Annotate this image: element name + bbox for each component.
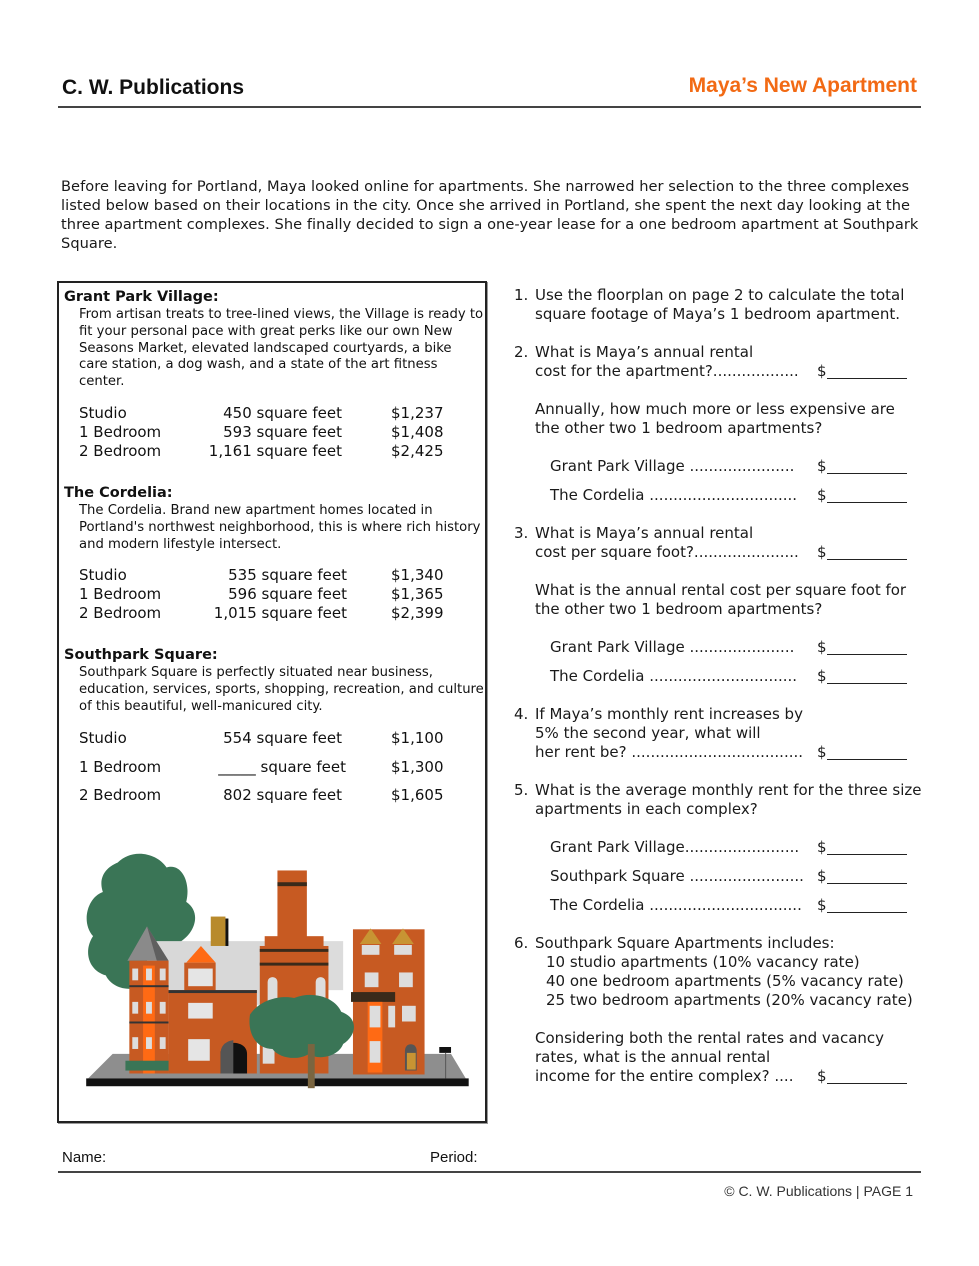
dollar-sign: $ <box>817 838 827 856</box>
unit-type: Studio <box>79 566 127 585</box>
unit-sqft: 1,015 square feet <box>213 604 347 623</box>
student-info-fields <box>58 1148 921 1173</box>
unit-type: Studio <box>79 729 127 748</box>
answer-line <box>535 1067 907 1086</box>
answer-label: Grant Park Village ...................... <box>550 457 795 475</box>
answer-blank[interactable] <box>827 683 907 684</box>
unit-table <box>64 404 484 461</box>
unit-type: 2 Bedroom <box>79 441 162 460</box>
answer-line <box>535 638 907 657</box>
answer-line <box>535 667 907 686</box>
question-text: If Maya’s monthly rent increases by 5% the second year, what will <box>535 705 803 742</box>
unit-row <box>79 604 484 623</box>
unit-price: $1,408 <box>391 422 444 441</box>
unit-detail: 25 two bedroom apartments (20% vacancy rate) <box>546 991 913 1009</box>
answer-label: Grant Park Village ...................... <box>550 638 795 656</box>
unit-type: 1 Bedroom <box>79 422 162 441</box>
dollar-sign: $ <box>817 362 827 380</box>
answer-label: The Cordelia ................................ <box>550 896 802 914</box>
complex-name: Grant Park Village: <box>64 289 219 305</box>
answer-line <box>535 486 907 505</box>
dollar-sign: $ <box>817 457 827 475</box>
answer-line <box>535 743 907 762</box>
question-text: Southpark Square Apartments includes: <box>535 934 835 952</box>
name-field-label[interactable]: Name: <box>62 1149 107 1166</box>
period-field-label[interactable]: Period: <box>430 1149 478 1166</box>
dollar-sign: $ <box>817 743 827 761</box>
unit-price: $1,365 <box>391 585 444 604</box>
unit-sqft: 593 square feet <box>223 422 342 441</box>
unit-sqft-blank: _____ square feet <box>218 757 346 776</box>
question-followup: Considering both the rental rates and vacancy rates, what is the annual rental <box>535 1029 885 1066</box>
question-number: 1. <box>514 286 529 304</box>
question-text: What is Maya’s annual rental <box>535 524 754 542</box>
complex-name: Southpark Square: <box>64 647 218 663</box>
intro-paragraph: Before leaving for Portland, Maya looked online for apartments. She narrowed her selection to the three complexes listed below based on their locations in the city. Once she arrived in Portland, she spent the next day looking at the three apartment complexes. She finally decided to sign a one-year lease for a one bedroom apartment at Southpark Square. <box>61 178 919 252</box>
dollar-sign: $ <box>817 1067 827 1085</box>
unit-type: Studio <box>79 403 127 422</box>
unit-price: $1,100 <box>391 729 444 748</box>
unit-row <box>79 585 484 604</box>
unit-sqft: 802 square feet <box>223 786 342 805</box>
question-number: 6. <box>514 934 529 952</box>
unit-price: $1,340 <box>391 566 444 585</box>
unit-detail: 10 studio apartments (10% vacancy rate) <box>546 953 860 971</box>
answer-label: her rent be? .................................... <box>535 743 804 761</box>
unit-type: 1 Bedroom <box>79 585 162 604</box>
answer-blank[interactable] <box>827 1083 907 1084</box>
unit-price: $2,399 <box>391 604 444 623</box>
unit-type: 1 Bedroom <box>79 757 162 776</box>
answer-label: The Cordelia ............................... <box>550 486 798 504</box>
unit-row <box>79 566 484 585</box>
answer-line <box>535 543 907 562</box>
question-6 <box>514 934 924 1085</box>
question-number: 5. <box>514 781 529 799</box>
question-text: What is the average monthly rent for the three size apartments in each complex? <box>535 781 922 818</box>
dollar-sign: $ <box>817 896 827 914</box>
complex-description: Southpark Square is perfectly situated near business, education, services, sports, shopping, recreation, and culture of this beautiful, well-manicured city. <box>79 665 484 714</box>
answer-label: Grant Park Village........................ <box>550 838 800 856</box>
question-number: 2. <box>514 343 529 361</box>
complex-grant-park-village <box>64 288 484 461</box>
answer-blank[interactable] <box>827 502 907 503</box>
worksheet-title: Maya’s New Apartment <box>688 74 917 97</box>
unit-type: 2 Bedroom <box>79 604 162 623</box>
answer-label: The Cordelia ............................... <box>550 667 798 685</box>
unit-type: 2 Bedroom <box>79 786 162 805</box>
unit-row <box>79 758 484 787</box>
unit-price: $2,425 <box>391 441 444 460</box>
question-1 <box>514 286 924 324</box>
answer-line <box>535 867 907 886</box>
unit-sqft: 596 square feet <box>228 585 347 604</box>
unit-sqft: 554 square feet <box>223 729 342 748</box>
answer-label: cost for the apartment?.................. <box>535 362 799 380</box>
complex-description: The Cordelia. Brand new apartment homes located in Portland's northwest neighborhood, this is where rich history and modern lifestyle intersect. <box>79 503 481 552</box>
dollar-sign: $ <box>817 867 827 885</box>
question-number: 4. <box>514 705 529 723</box>
answer-label: income for the entire complex? .... <box>535 1067 794 1085</box>
unit-row <box>79 423 484 442</box>
publisher-name: C. W. Publications <box>62 76 245 99</box>
unit-row <box>79 729 484 758</box>
apartment-building-illustration <box>77 843 472 1098</box>
dollar-sign: $ <box>817 486 827 504</box>
copyright-page-number: © C. W. Publications | PAGE 1 <box>724 1183 913 1199</box>
question-4 <box>514 705 924 761</box>
answer-blank[interactable] <box>827 759 907 760</box>
answer-line <box>535 457 907 476</box>
question-text: What is Maya’s annual rental <box>535 343 754 361</box>
apartment-listings-box <box>57 281 487 1123</box>
dollar-sign: $ <box>817 667 827 685</box>
unit-sqft: 450 square feet <box>223 403 342 422</box>
complex-description: From artisan treats to tree-lined views, the Village is ready to fit your personal pace with great perks like our own New Seasons Market, elevated landscaped courtyards, a bike care station, a dog wash, and a state of the art fitness center. <box>79 307 484 390</box>
answer-line <box>535 362 907 381</box>
answer-blank[interactable] <box>827 854 907 855</box>
page-header <box>58 72 921 108</box>
unit-sqft: 535 square feet <box>228 566 347 585</box>
question-3 <box>514 524 924 685</box>
answer-blank[interactable] <box>827 559 907 560</box>
answer-blank[interactable] <box>827 883 907 884</box>
question-number: 3. <box>514 524 529 542</box>
unit-detail: 40 one bedroom apartments (5% vacancy rate) <box>546 972 904 990</box>
question-text: Use the floorplan on page 2 to calculate the total square footage of Maya’s 1 bedroom apartment. <box>535 286 905 323</box>
unit-price: $1,300 <box>391 757 444 776</box>
unit-table <box>64 566 484 623</box>
dollar-sign: $ <box>817 638 827 656</box>
unit-row <box>79 786 484 815</box>
complex-name: The Cordelia: <box>64 485 173 501</box>
unit-sqft: 1,161 square feet <box>208 441 342 460</box>
unit-price: $1,237 <box>391 403 444 422</box>
answer-blank[interactable] <box>827 473 907 474</box>
unit-table <box>64 729 484 815</box>
answer-blank[interactable] <box>827 654 907 655</box>
answer-label: cost per square foot?...................... <box>535 543 799 561</box>
question-5 <box>514 781 924 914</box>
unit-row <box>79 442 484 461</box>
unit-price: $1,605 <box>391 786 444 805</box>
question-followup: Annually, how much more or less expensive are the other two 1 bedroom apartments? <box>535 400 895 437</box>
answer-line <box>535 838 907 857</box>
answer-blank[interactable] <box>827 912 907 913</box>
question-2 <box>514 343 924 504</box>
answer-label: Southpark Square ........................ <box>550 867 804 885</box>
answer-line <box>535 896 907 915</box>
unit-row <box>79 404 484 423</box>
question-followup: What is the annual rental cost per square foot for the other two 1 bedroom apartments? <box>535 581 907 618</box>
complex-southpark-square <box>64 646 484 815</box>
complex-the-cordelia <box>64 484 484 623</box>
dollar-sign: $ <box>817 543 827 561</box>
answer-blank[interactable] <box>827 378 907 379</box>
